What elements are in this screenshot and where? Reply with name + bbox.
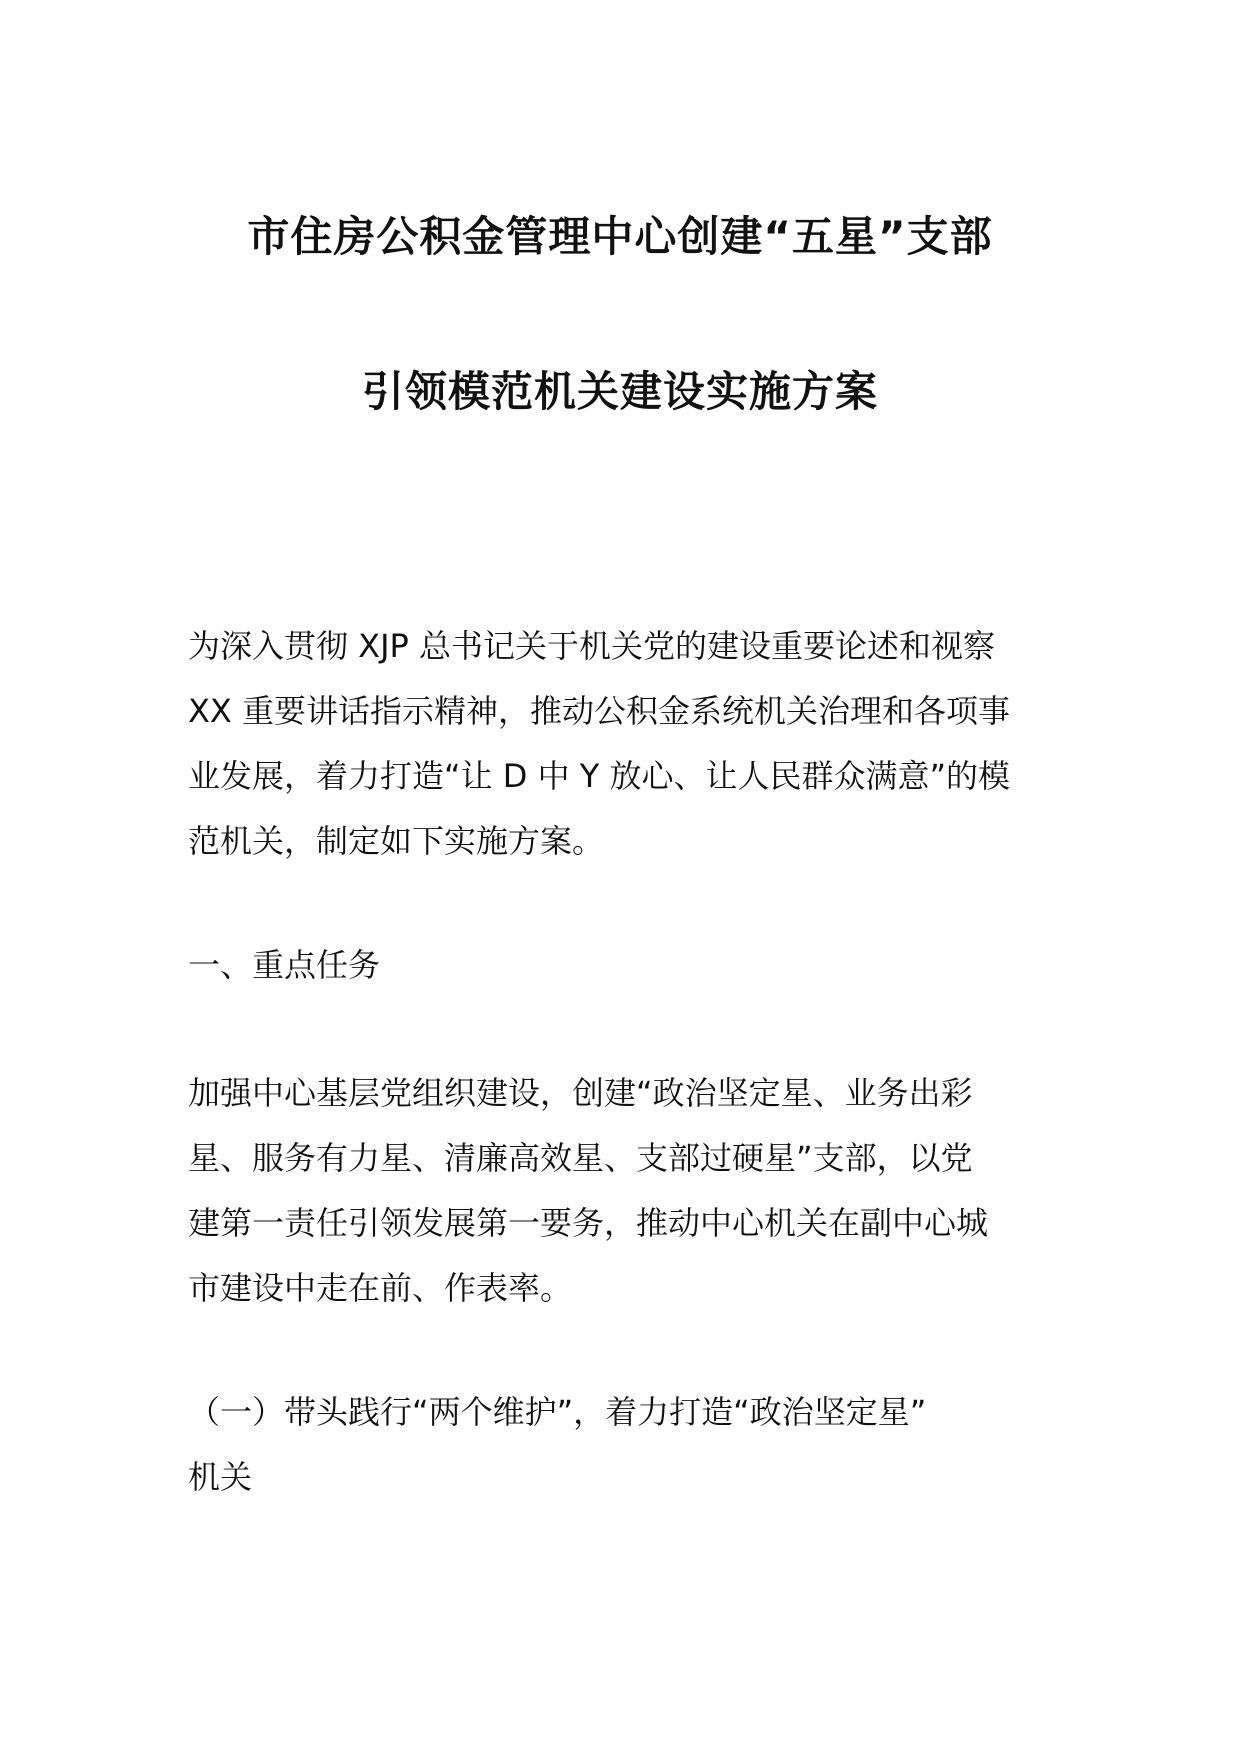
key-tasks-paragraph-line: 加强中心基层党组织建设，创建“政治坚定星、业务出彩 (188, 1074, 973, 1112)
subsection-heading-line: 机关 (188, 1458, 253, 1496)
subsection-heading-political-star (188, 1380, 1058, 1510)
intro-paragraph-line: 范机关，制定如下实施方案。 (188, 822, 605, 860)
intro-paragraph-line: 业发展，着力打造“让 D 中 Y 放心、让人民群众满意”的模 (188, 757, 1011, 795)
key-tasks-paragraph (188, 1061, 1058, 1321)
key-tasks-paragraph-line: 建第一责任引领发展第一要务，推动中心机关在副中心城 (188, 1204, 989, 1242)
intro-paragraph-line: XX 重要讲话指示精神，推动公积金系统机关治理和各项事 (188, 692, 1011, 730)
intro-paragraph-line: 为深入贯彻 XJP 总书记关于机关党的建设重要论述和视察 (188, 627, 996, 665)
document-title-line-1: 市住房公积金管理中心创建“五星”支部 (247, 212, 993, 261)
intro-paragraph (188, 614, 1058, 874)
key-tasks-paragraph-line: 市建设中走在前、作表率。 (188, 1269, 573, 1307)
subsection-heading-line: （一）带头践行“两个维护”，着力打造“政治坚定星” (188, 1393, 927, 1431)
document-title-line-2: 引领模范机关建设实施方案 (361, 367, 878, 416)
key-tasks-paragraph-line: 星、服务有力星、清廉高效星、支部过硬星”支部，以党 (188, 1139, 973, 1177)
section-heading-key-tasks: 一、重点任务 (188, 946, 381, 984)
